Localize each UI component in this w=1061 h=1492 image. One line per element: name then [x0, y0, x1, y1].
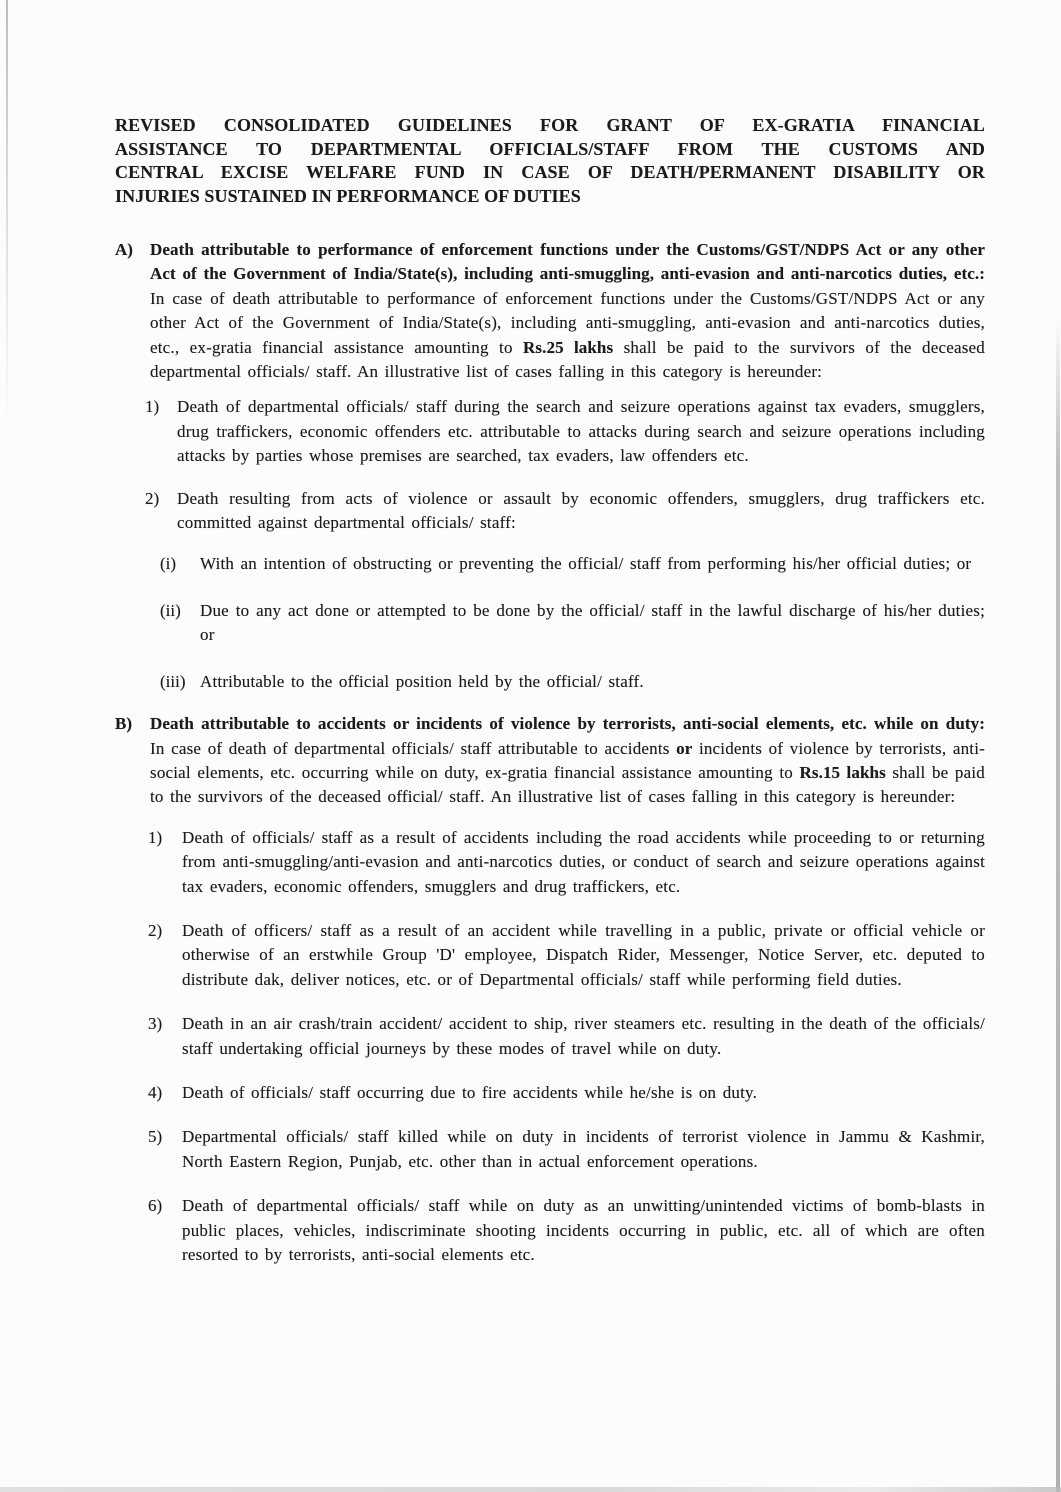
- section-a-paragraph: [150, 238, 985, 384]
- item-label: 3): [148, 1014, 163, 1034]
- section-b-paragraph: [150, 712, 985, 810]
- section-b-label: B): [115, 714, 132, 734]
- section-a-amount: Rs.25 lakhs: [523, 337, 614, 357]
- title-line-1: REVISED CONSOLIDATED GUIDELINES FOR GRANT OF EX-GRATIA FINANCIAL: [115, 115, 985, 135]
- subitem-i: [160, 552, 985, 576]
- list-item-b4: [148, 1081, 985, 1105]
- item-text: Death of departmental officials/ staff while on duty as an unwitting/unintended victims of bomb-blasts in public places, vehicles, indiscriminate shooting incidents occurring in public, etc. all of which are often resorted to by terrorists, anti-social elements etc.: [182, 1196, 985, 1264]
- section-b-body-1: In case of death of departmental officials/ staff attributable to accidents: [150, 738, 670, 758]
- scan-edge-bottom: [0, 1487, 1061, 1492]
- section-b-body-3: shall be paid to the survivors of the deceased official/ staff. An illustrative list of cases falling in this category is hereunder:: [150, 762, 986, 807]
- subitem-label: (ii): [160, 600, 181, 620]
- document-title: [115, 114, 985, 208]
- subitem-text: Attributable to the official position held by the official/ staff.: [200, 671, 644, 691]
- list-item-a2: [145, 487, 985, 694]
- item-text: Death in an air crash/train accident/ accident to ship, river steamers etc. resulting in the death of the officials/ staff undertaking official journeys by these modes of travel while on duty.: [182, 1014, 985, 1058]
- item-a2-subitems: [145, 552, 985, 694]
- list-item-a1: [145, 395, 985, 468]
- list-item-b3: [148, 1012, 985, 1061]
- item-text: Death of departmental officials/ staff during the search and seizure operations against tax evaders, smugglers, drug traffickers, economic offenders etc. attributable to attacks during search and seizure operations including attacks by parties whose premises are searched, tax evaders, law offenders etc.: [177, 397, 985, 466]
- section-a-body-2: shall be paid to the survivors of the deceased departmental officials/ staff. An illustrative list of cases falling in this category is hereunder:: [150, 337, 985, 382]
- subitem-iii: [160, 670, 985, 694]
- item-text: Death of officers/ staff as a result of an accident while travelling in a public, private or official vehicle or otherwise of an erstwhile Group 'D' employee, Dispatch Rider, Messenger, Notice Server, etc. deputed to distribute dak, deliver notices, etc. or of Departmental officials/ staff while performing field duties.: [182, 920, 985, 989]
- title-line-2: ASSISTANCE TO DEPARTMENTAL OFFICIALS/STAFF FROM THE CUSTOMS AND: [115, 138, 985, 159]
- subitem-ii: [160, 599, 985, 648]
- title-line-3: CENTRAL EXCISE WELFARE FUND IN CASE OF DEATH/PERMANENT DISABILITY OR: [115, 162, 985, 182]
- list-item-b6: [148, 1194, 985, 1267]
- section-b-items: [115, 826, 985, 1268]
- subitem-text: With an intention of obstructing or preventing the official/ staff from performing his/her official duties; or: [200, 554, 972, 574]
- list-item-b2: [148, 919, 985, 992]
- section-a-lead: Death attributable to performance of enforcement functions under the Customs/GST/NDPS Act or any other Act of the Government of India/State(s), including anti-smuggling, anti-evasion and anti-narcotics duties, etc.:: [150, 240, 985, 284]
- subitem-text: Due to any act done or attempted to be done by the official/ staff in the lawful discharge of his/her duties; or: [200, 600, 985, 645]
- item-label: 2): [148, 920, 163, 940]
- title-line-4: INJURIES SUSTAINED IN PERFORMANCE OF DUTIES: [115, 185, 581, 206]
- scan-edge-right: [1056, 320, 1060, 1492]
- item-label: 1): [145, 397, 160, 417]
- section-b-body-2: incidents of violence by terrorists, anti-social elements, etc. occurring while on duty, ex-gratia financial assistance amounting to: [150, 738, 985, 782]
- item-label: 2): [145, 488, 160, 508]
- subitem-label: (i): [160, 554, 177, 574]
- document-page: [115, 114, 985, 1287]
- section-b-head: [115, 712, 985, 810]
- section-b-amount: Rs.15 lakhs: [799, 762, 886, 782]
- subitem-label: (iii): [160, 671, 186, 691]
- item-label: 5): [148, 1127, 163, 1147]
- section-a-label: A): [115, 240, 133, 259]
- section-b-emphasis: or: [676, 738, 693, 758]
- item-text: Death of officials/ staff as a result of accidents including the road accidents while proceeding to or returning from anti-smuggling/anti-evasion and anti-narcotics duties, or conduct of search and seizure operations against tax evaders, economic offenders, smugglers and drug traffickers, etc.: [182, 827, 985, 896]
- section-b-lead: Death attributable to accidents or incidents of violence by terrorists, anti-social elements, etc. while on duty:: [150, 714, 985, 734]
- section-a-head: [115, 238, 985, 384]
- list-item-b1: [148, 826, 985, 899]
- item-label: 1): [148, 827, 163, 847]
- section-a-body-1: In case of death attributable to performance of enforcement functions under the Customs/GST/NDPS Act or any other Act of the Government of India/State(s), including anti-smuggling, anti-evasion and anti-narcotics duties, etc., ex-gratia financial assistance amounting to: [150, 288, 985, 357]
- item-label: 4): [148, 1082, 163, 1102]
- list-item-b5: [148, 1125, 985, 1174]
- item-text: Death resulting from acts of violence or assault by economic offenders, smugglers, drug traffickers etc. committed against departmental officials/ staff:: [177, 488, 985, 533]
- item-label: 6): [148, 1196, 163, 1216]
- scan-edge-left: [6, 0, 8, 430]
- section-a-items: [115, 395, 985, 694]
- item-text: Death of officials/ staff occurring due to fire accidents while he/she is on duty.: [182, 1082, 758, 1102]
- item-text: Departmental officials/ staff killed while on duty in incidents of terrorist violence in Jammu & Kashmir, North Eastern Region, Punjab, etc. other than in actual enforcement operations.: [182, 1127, 985, 1171]
